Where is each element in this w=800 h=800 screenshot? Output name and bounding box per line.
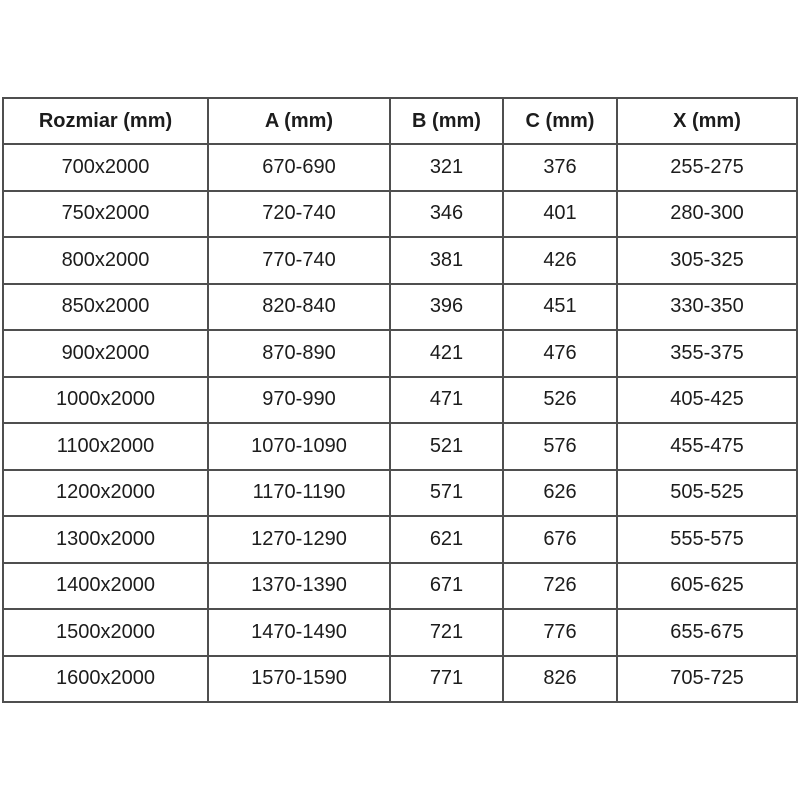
table-row: [3, 563, 797, 610]
cell-a: 670-690: [208, 144, 390, 191]
cell-a: 870-890: [208, 330, 390, 377]
header-row: [3, 98, 797, 144]
cell-x: 405-425: [617, 377, 797, 424]
cell-x: 330-350: [617, 284, 797, 331]
cell-rozmiar: 1400x2000: [3, 563, 208, 610]
cell-x: 280-300: [617, 191, 797, 238]
cell-c: 526: [503, 377, 617, 424]
cell-c: 826: [503, 656, 617, 703]
cell-c: 401: [503, 191, 617, 238]
cell-c: 426: [503, 237, 617, 284]
cell-a: 820-840: [208, 284, 390, 331]
table-row: [3, 423, 797, 470]
cell-a: 720-740: [208, 191, 390, 238]
column-header-a: A (mm): [208, 98, 390, 144]
column-header-c: C (mm): [503, 98, 617, 144]
table-row: [3, 470, 797, 517]
table-row: [3, 330, 797, 377]
cell-c: 476: [503, 330, 617, 377]
cell-x: 355-375: [617, 330, 797, 377]
cell-x: 255-275: [617, 144, 797, 191]
cell-a: 970-990: [208, 377, 390, 424]
cell-b: 346: [390, 191, 503, 238]
cell-b: 671: [390, 563, 503, 610]
column-header-rozmiar: Rozmiar (mm): [3, 98, 208, 144]
cell-c: 626: [503, 470, 617, 517]
column-header-x: X (mm): [617, 98, 797, 144]
table-row: [3, 656, 797, 703]
cell-a: 1170-1190: [208, 470, 390, 517]
cell-a: 1070-1090: [208, 423, 390, 470]
cell-a: 1370-1390: [208, 563, 390, 610]
cell-rozmiar: 700x2000: [3, 144, 208, 191]
cell-b: 321: [390, 144, 503, 191]
cell-rozmiar: 1600x2000: [3, 656, 208, 703]
cell-rozmiar: 900x2000: [3, 330, 208, 377]
table-row: [3, 191, 797, 238]
cell-c: 726: [503, 563, 617, 610]
size-chart-table: [2, 97, 798, 703]
cell-a: 1270-1290: [208, 516, 390, 563]
cell-c: 376: [503, 144, 617, 191]
cell-b: 381: [390, 237, 503, 284]
cell-b: 621: [390, 516, 503, 563]
cell-c: 776: [503, 609, 617, 656]
cell-b: 521: [390, 423, 503, 470]
cell-c: 451: [503, 284, 617, 331]
cell-c: 676: [503, 516, 617, 563]
column-header-b: B (mm): [390, 98, 503, 144]
cell-x: 605-625: [617, 563, 797, 610]
cell-x: 555-575: [617, 516, 797, 563]
cell-rozmiar: 850x2000: [3, 284, 208, 331]
table-row: [3, 237, 797, 284]
cell-a: 770-740: [208, 237, 390, 284]
cell-x: 505-525: [617, 470, 797, 517]
cell-rozmiar: 1100x2000: [3, 423, 208, 470]
cell-rozmiar: 1500x2000: [3, 609, 208, 656]
cell-x: 655-675: [617, 609, 797, 656]
cell-b: 571: [390, 470, 503, 517]
cell-b: 421: [390, 330, 503, 377]
table-row: [3, 284, 797, 331]
cell-b: 471: [390, 377, 503, 424]
cell-b: 396: [390, 284, 503, 331]
cell-rozmiar: 750x2000: [3, 191, 208, 238]
cell-rozmiar: 1000x2000: [3, 377, 208, 424]
cell-rozmiar: 800x2000: [3, 237, 208, 284]
cell-b: 721: [390, 609, 503, 656]
table-row: [3, 609, 797, 656]
table-row: [3, 516, 797, 563]
cell-rozmiar: 1200x2000: [3, 470, 208, 517]
table-row: [3, 144, 797, 191]
cell-c: 576: [503, 423, 617, 470]
cell-b: 771: [390, 656, 503, 703]
cell-a: 1470-1490: [208, 609, 390, 656]
cell-x: 705-725: [617, 656, 797, 703]
cell-rozmiar: 1300x2000: [3, 516, 208, 563]
table-row: [3, 377, 797, 424]
cell-a: 1570-1590: [208, 656, 390, 703]
cell-x: 305-325: [617, 237, 797, 284]
cell-x: 455-475: [617, 423, 797, 470]
